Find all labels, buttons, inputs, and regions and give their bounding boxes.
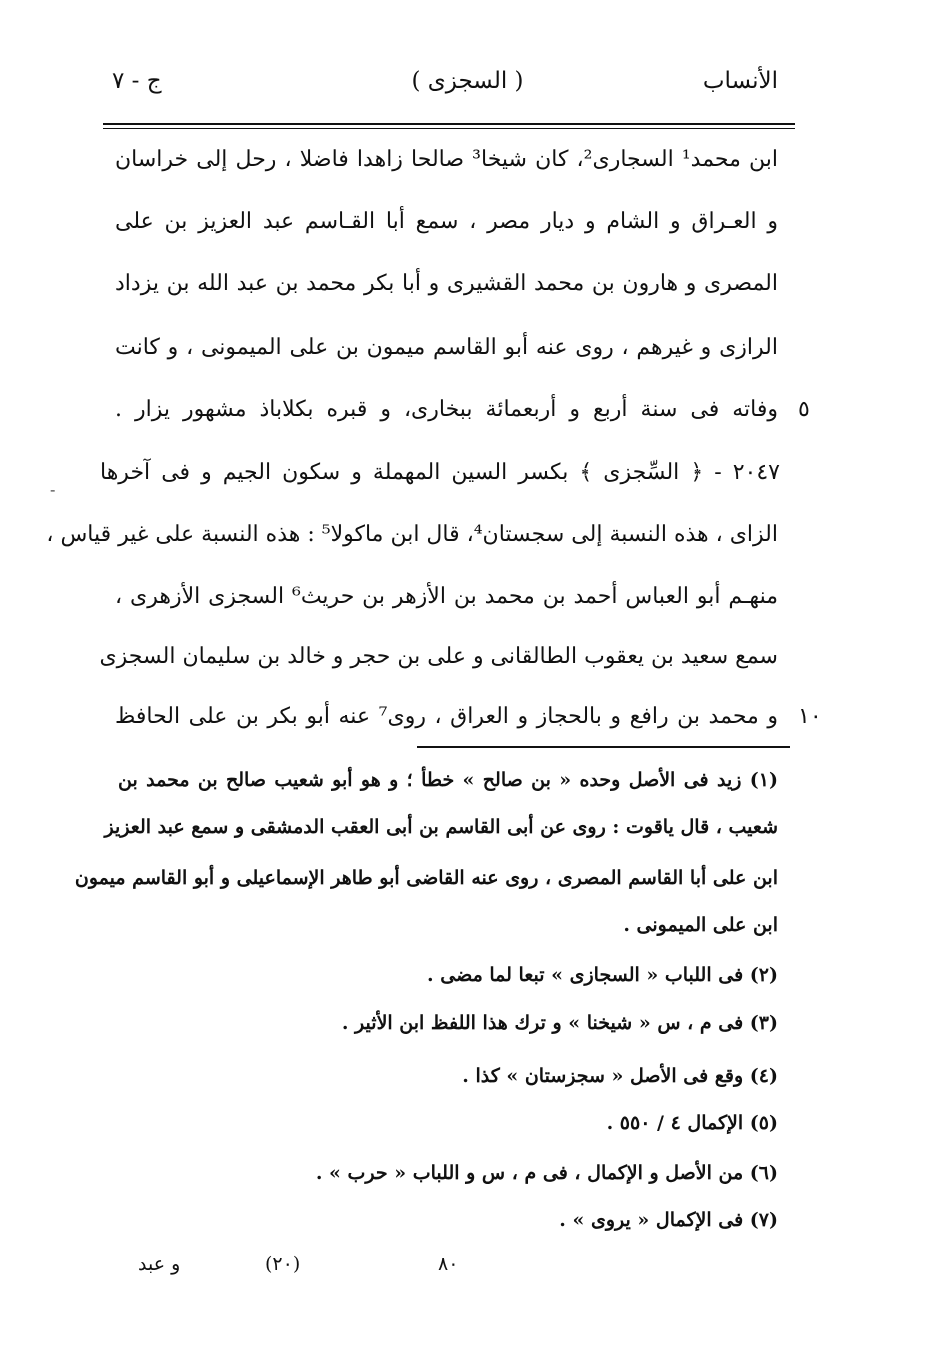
header-rule — [103, 123, 795, 125]
footnote-line: (٦) من الأصل و الإكمال ، فى م ، س و اللباب « حرب » . — [315, 1162, 778, 1184]
body-line: الرازى و غيرهم ، روى عنه أبو القاسم ميمون بن على الميمونى ، و كانت — [115, 335, 778, 360]
margin-mark: - — [50, 480, 56, 499]
page-number: ٨٠ — [438, 1253, 459, 1275]
footnote-line: ابن على أبا القاسم المصرى ، روى عنه القاضى أبو طاهر الإسماعيلى و أبو القاسم ميمون — [74, 867, 778, 889]
footnote-line: ابن على الميمونى . — [623, 914, 778, 936]
section-number: ٥ — [798, 397, 810, 422]
body-line: و محمد بن رافع و بالحجاز و العراق ، روى⁷ عنه أبو بكر بن على الحافظ — [115, 704, 778, 729]
footnote-line: (١) زيد فى الأصل وحده « بن صالح » خطأ ؛ و هو أبو شعيب صالح بن محمد بن — [118, 769, 778, 791]
body-line: الزاى ، هذه النسبة إلى سجستان⁴، قال ابن ماكولا⁵ : هذه النسبة على غير قياس ، — [46, 522, 778, 547]
body-line: منهـم أبو العباس أحمد بن محمد بن الأزهر بن حريث⁶ السجزى الأزهرى ، — [115, 584, 778, 609]
volume-label: ج - ٧ — [112, 68, 162, 94]
catchword: و عبد — [138, 1253, 181, 1275]
body-line: المصرى و هارون بن محمد القشيرى و أبا بكر محمد بن عبد الله بن يزداد — [115, 271, 778, 296]
header-rule-thin — [103, 128, 795, 129]
body-line: ابن محمد¹ السجارى²، كان شيخا³ صالحا زاهدا فاضلا ، رحل إلى خراسان — [115, 147, 779, 172]
footnote-line: (٤) وقع فى الأصل « سجزستان » كذا . — [462, 1065, 778, 1087]
footnote-line: (٣) فى م ، س « شيخنا » و ترك هذا اللفظ ابن الأثير . — [341, 1012, 778, 1034]
footnote-separator — [417, 746, 790, 748]
entry-heading: ( السجزى ) — [411, 68, 524, 94]
footnote-line: (٧) فى الإكمال « يروى » . — [559, 1209, 778, 1231]
signature-mark: (٢٠) — [265, 1253, 301, 1275]
footnote-line: (٢) فى اللباب « السجازى » تبعا لما مضى . — [427, 964, 778, 986]
entry-heading-line: ٢٠٤٧ - ﴿ السِّجزى ﴾ بكسر السين المهملة و سكون الجيم و فى آخرها — [100, 460, 780, 485]
footnote-line: شعيب ، قال ياقوت : روى عن أبى القاسم بن أبى العقب الدمشقى و سمع عبد العزيز — [104, 816, 778, 838]
body-line: و العـراق و الشام و ديار مصر ، سمع أبا القـاسم عبد العزيز بن على — [115, 209, 778, 234]
running-title: الأنساب — [702, 68, 778, 94]
body-line: سمع سعيد بن يعقوب الطالقانى و على بن حجر و خالد بن سليمان السجزى — [99, 644, 778, 669]
body-line: وفاته فى سنة أربع و أربعمائة ببخارى، و قبره بكلاباذ مشهور يزار . — [115, 397, 778, 422]
section-number: ١٠ — [798, 704, 822, 729]
footnote-line: (٥) الإكمال ٤ / ٥٥٠ . — [606, 1112, 778, 1134]
